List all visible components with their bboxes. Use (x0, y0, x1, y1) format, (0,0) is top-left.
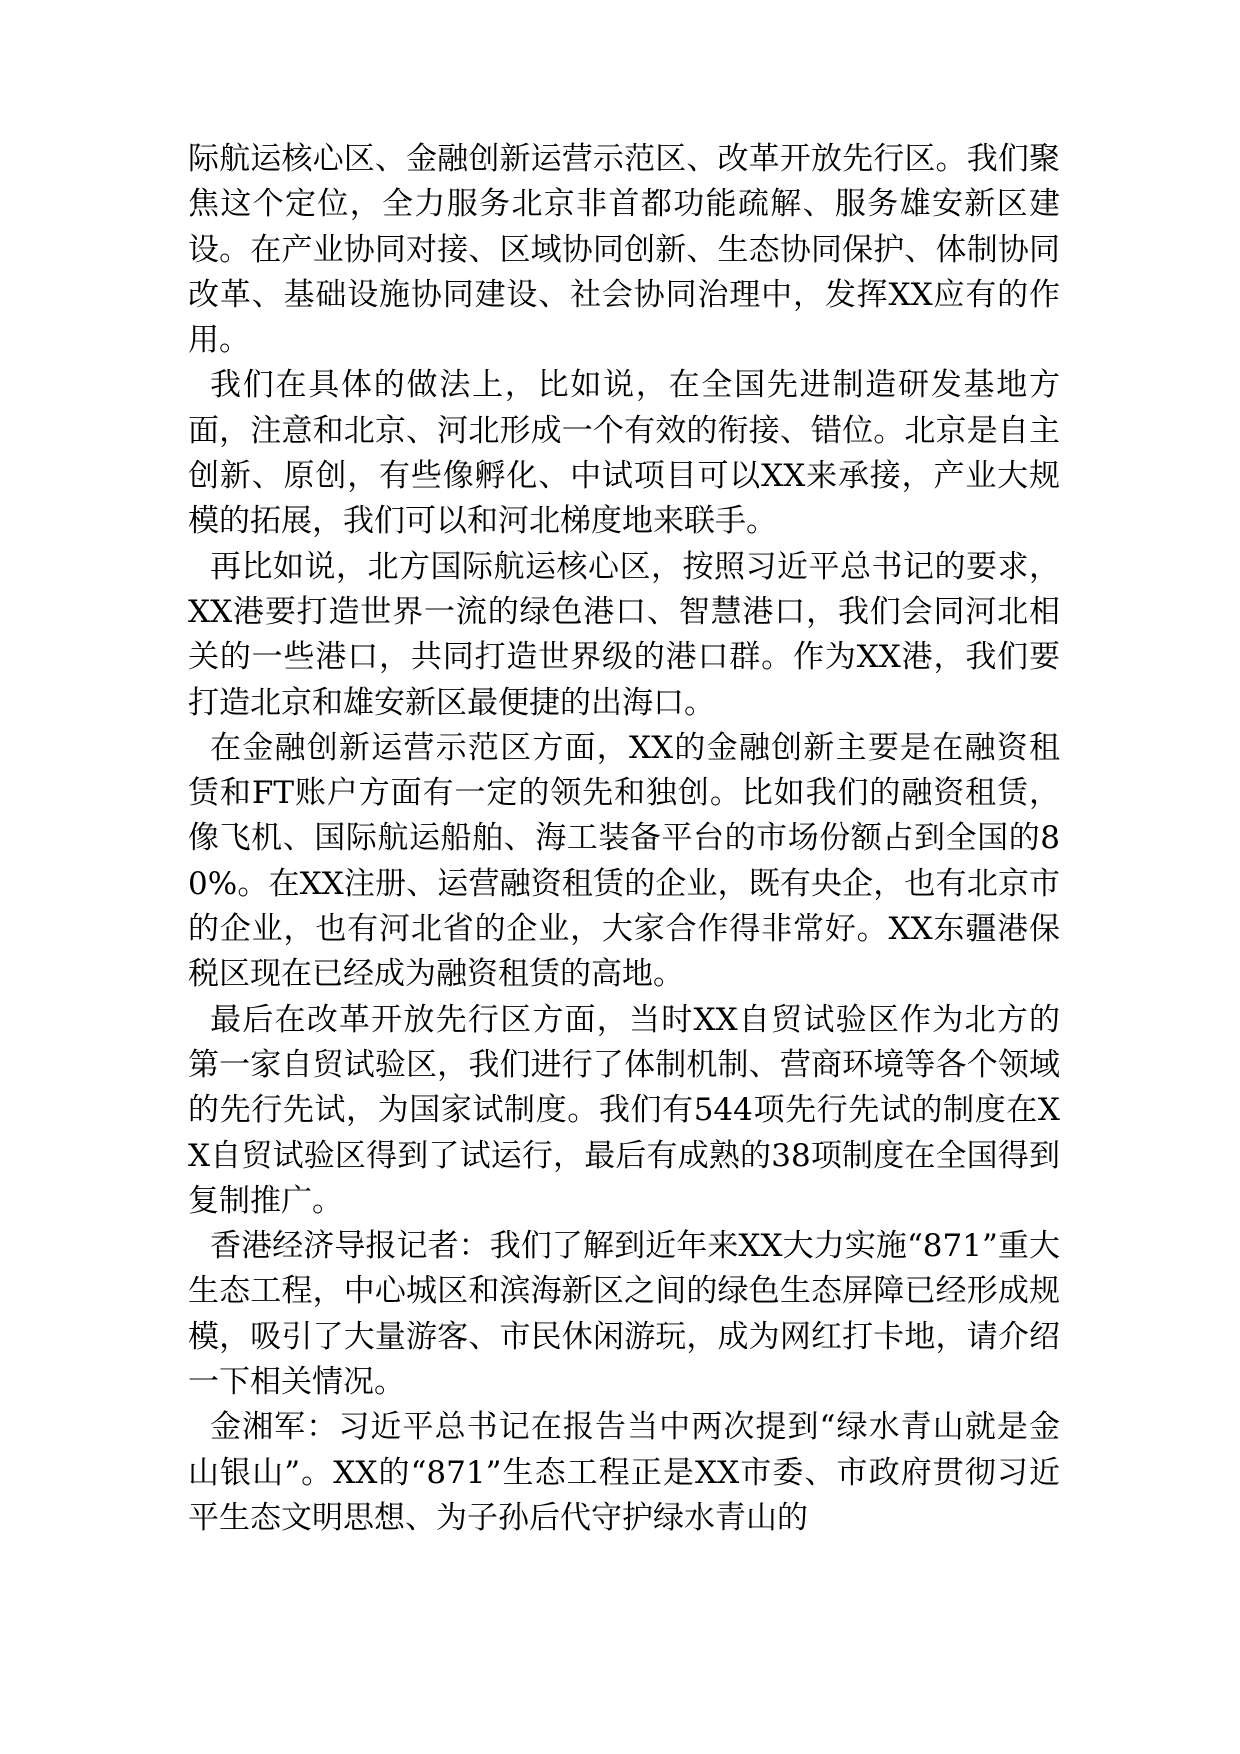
paragraph: 金湘军：习近平总书记在报告当中两次提到“绿水青山就是金山银山”。XX的“871”生态工程正是XX市委、市政府贯彻习近平生态文明思想、为子孙后代守护绿水青山的 (188, 1409, 1060, 1536)
paragraph: 再比如说，北方国际航运核心区，按照习近平总书记的要求，XX港要打造世界一流的绿色港口、智慧港口，我们会同河北相关的一些港口，共同打造世界级的港口群。作为XX港，我们要打造北京和雄安新区最便捷的出海口。 (188, 548, 1060, 721)
paragraph: 际航运核心区、金融创新运营示范区、改革开放先行区。我们聚焦这个定位，全力服务北京非首都功能疏解、服务雄安新区建设。在产业协同对接、区域协同创新、生态协同保护、体制协同改革、基础设施协同建设、社会协同治理中，发挥XX应有的作用。 (188, 141, 1060, 359)
paragraph: 我们在具体的做法上，比如说，在全国先进制造研发基地方面，注意和北京、河北形成一个有效的衔接、错位。北京是自主创新、原创，有些像孵化、中试项目可以XX来承接，产业大规模的拓展，我们可以和河北梯度地来联手。 (188, 367, 1060, 540)
document-body (188, 137, 1060, 1541)
paragraph: 最后在改革开放先行区方面，当时XX自贸试验区作为北方的第一家自贸试验区，我们进行了体制机制、营商环境等各个领域的先行先试，为国家试制度。我们有544项先行先试的制度在XX自贸试验区得到了试运行，最后有成熟的38项制度在全国得到复制推广。 (188, 1001, 1060, 1219)
paragraph: 在金融创新运营示范区方面，XX的金融创新主要是在融资租赁和FT账户方面有一定的领先和独创。比如我们的融资租赁，像飞机、国际航运船舶、海工装备平台的市场份额占到全国的80%。在XX注册、运营融资租赁的企业，既有央企，也有北京市的企业，也有河北省的企业，大家合作得非常好。XX东疆港保税区现在已经成为融资租赁的高地。 (188, 729, 1060, 993)
paragraph: 香港经济导报记者：我们了解到近年来XX大力实施“871”重大生态工程，中心城区和滨海新区之间的绿色生态屏障已经形成规模，吸引了大量游客、市民休闲游玩，成为网红打卡地，请介绍一下相关情况。 (188, 1228, 1060, 1401)
